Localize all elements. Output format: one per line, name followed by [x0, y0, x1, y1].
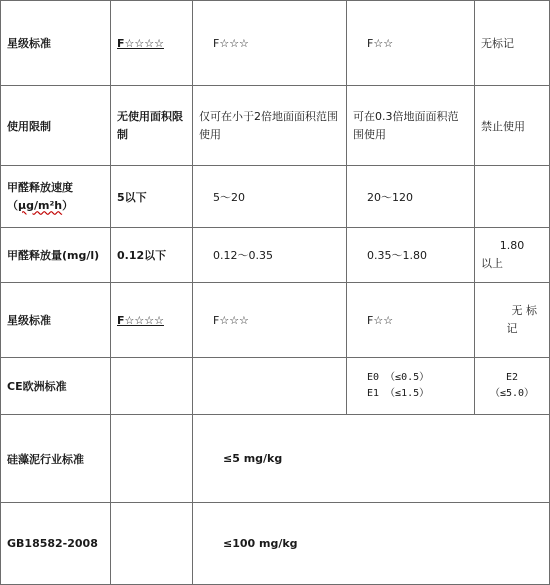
cell-amount-star4: 0.12以下	[111, 228, 193, 283]
row-label-diatom-standard: 硅藻泥行业标准	[1, 415, 111, 503]
cell-usage-03x: 可在0.3倍地面面积范围使用	[347, 86, 475, 166]
cell-star2-2: F☆☆	[347, 283, 475, 358]
release-speed-unit: μg/m²h	[18, 198, 63, 212]
cell-amount-star2: 0.35～1.80	[347, 228, 475, 283]
ce-e1: E1 （≤1.5）	[367, 388, 430, 399]
row-label-star-rating-2: 星级标准	[1, 283, 111, 358]
cell-gb-empty	[111, 503, 193, 585]
release-speed-label-line2	[7, 197, 104, 215]
table-row-ce-standard	[1, 358, 550, 415]
table-row-star-rating-2	[1, 283, 550, 358]
release-speed-paren-close: ）	[62, 198, 74, 212]
cell-amount-none	[475, 228, 550, 283]
cell-usage-forbidden: 禁止使用	[475, 86, 550, 166]
cell-gb-value: ≤100 mg/kg	[193, 503, 550, 585]
cell-ce-empty-2	[193, 358, 347, 415]
cell-diatom-value: ≤5 mg/kg	[193, 415, 550, 503]
cell-ce-e2	[475, 358, 550, 415]
ce-e2-label: E2	[505, 372, 519, 383]
cell-speed-none	[475, 166, 550, 228]
cell-star3: F☆☆☆	[193, 1, 347, 86]
cell-no-mark: 无标记	[475, 1, 550, 86]
cell-star4-2: F☆☆☆☆	[111, 283, 193, 358]
cell-star3-2: F☆☆☆	[193, 283, 347, 358]
cell-ce-empty-1	[111, 358, 193, 415]
table-row-star-rating	[1, 1, 550, 86]
table-row-release-speed	[1, 166, 550, 228]
no-mark-2-line2: 记	[506, 322, 518, 335]
row-label-release-speed	[1, 166, 111, 228]
no-mark-2-line1: 无 标	[511, 304, 537, 318]
ce-e0: E0 （≤0.5）	[367, 372, 430, 383]
cell-star4: F☆☆☆☆	[111, 1, 193, 86]
release-speed-label-line1: 甲醛释放速度	[7, 180, 73, 194]
amount-none-line2: 以上	[481, 257, 503, 270]
cell-speed-star2: 20～120	[347, 166, 475, 228]
row-label-release-amount: 甲醛释放量(mg/l)	[1, 228, 111, 283]
cell-ce-e0-e1	[347, 358, 475, 415]
table-row-gb-standard	[1, 503, 550, 585]
cell-diatom-empty	[111, 415, 193, 503]
amount-none-line1: 1.80	[499, 239, 525, 253]
cell-usage-2x: 仅可在小于2倍地面面积范围使用	[193, 86, 347, 166]
row-label-ce-standard: CE欧洲标准	[1, 358, 111, 415]
cell-speed-star4: 5以下	[111, 166, 193, 228]
table-row-release-amount	[1, 228, 550, 283]
row-label-usage-limit: 使用限制	[1, 86, 111, 166]
cell-usage-unlimited: 无使用面积限制	[111, 86, 193, 166]
cell-star2: F☆☆	[347, 1, 475, 86]
row-label-star-rating: 星级标准	[1, 1, 111, 86]
row-label-gb-standard: GB18582-2008	[1, 503, 111, 585]
cell-speed-star3: 5～20	[193, 166, 347, 228]
table-row-usage-limit	[1, 86, 550, 166]
cell-no-mark-2	[475, 283, 550, 358]
release-speed-paren-open: （	[7, 198, 18, 212]
table-row-diatom-standard	[1, 415, 550, 503]
cell-amount-star3: 0.12～0.35	[193, 228, 347, 283]
ce-e2-value: （≤5.0）	[489, 388, 535, 399]
